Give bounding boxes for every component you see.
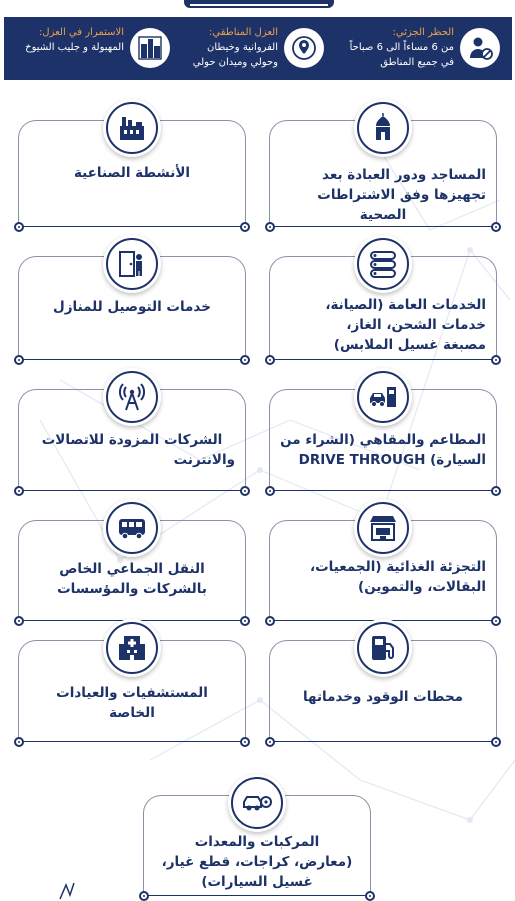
card-dot [14,616,24,626]
card-dot [265,616,275,626]
card-text [29,683,235,723]
banner-line: من 6 مساءاً الى 6 صباحاً [349,42,454,53]
card-dot [240,355,250,365]
card-text [29,163,235,183]
fuel-pump-icon [354,619,412,677]
card-dot [265,737,275,747]
card-line: الأنشطة الصناعية [73,165,191,181]
card-dot [14,355,24,365]
card-dot [491,222,501,232]
card-dot [491,616,501,626]
banner-line: في جميع المناطق [380,57,454,68]
card-dot [240,222,250,232]
card-line: بالشركات والمؤسسات [57,581,207,597]
card-line: تجهيزها وفق الاشتراطات [317,187,486,203]
card-line: والانترنت [173,452,235,468]
card-line: التجزئة الغذائية (الجمعيات، [309,559,486,575]
card-line: المركبات والمعدات [194,834,320,850]
card-vehicles [143,795,371,893]
card-underline [274,741,492,743]
banner-title: الاستمرار في العزل: [38,27,124,38]
card-line: (معارض، كراجات، قطع غيار، [161,854,353,870]
bus-icon [103,499,161,557]
card-industrial [18,120,246,224]
card-line: غسيل السيارات) [201,874,313,890]
top-tab [184,0,334,8]
banner-title: العزل المناطقي: [208,27,278,38]
card-dot [240,737,250,747]
drive-through-icon [354,368,412,426]
banner-line: وحولي وميدان حولي [192,57,278,68]
card-line: المساجد ودور العبادة بعد [322,167,486,183]
card-dot [240,486,250,496]
card-text [280,165,486,225]
banner-item-continued-isolation [6,17,172,80]
card-text [29,430,235,470]
card-food-retail [269,520,497,618]
banner-text [193,25,278,70]
card-underline [23,359,241,361]
card-dot [265,486,275,496]
banner-text [350,25,454,70]
factory-icon [103,99,161,157]
card-dot [14,486,24,496]
card-mosques [269,120,497,224]
card-dot [491,737,501,747]
card-fuel-stations [269,640,497,739]
card-dot [491,355,501,365]
banner-item-area-isolation [176,17,336,80]
services-list-icon [354,235,412,293]
card-line: خدمات الشحن، الغاز، [346,317,486,333]
card-dot [491,486,501,496]
card-line: الخدمات العامة (الصيانة، [325,297,486,313]
card-text [280,557,486,597]
location-pin-icon [284,28,324,68]
banner [4,17,512,80]
card-line: خدمات التوصيل للمنازل [53,299,211,315]
card-underline [274,226,492,228]
card-underline [148,895,366,897]
card-text [280,687,486,707]
card-dot [14,737,24,747]
city-isolation-icon [130,28,170,68]
home-delivery-icon [103,235,161,293]
card-text [154,832,360,892]
vehicle-service-icon [228,774,286,832]
card-line: البقالات، والتموين) [358,579,486,595]
card-underline [23,741,241,743]
mosque-icon [354,99,412,157]
card-underline [274,359,492,361]
card-transport [18,520,246,618]
banner-line: الفروانية وخيطان [207,42,278,53]
card-text [29,559,235,599]
card-line: الصحية [359,207,407,223]
card-telecom [18,389,246,488]
card-line: الخاصة [109,705,155,721]
person-blocked-icon [460,28,500,68]
card-underline [23,226,241,228]
grocery-store-icon [354,499,412,557]
card-underline [23,490,241,492]
card-text [29,297,235,317]
card-line: المستشفيات والعيادات [56,685,208,701]
card-restaurants [269,389,497,488]
banner-text [25,25,124,55]
card-home-delivery [18,256,246,357]
telecom-tower-icon [103,368,161,426]
card-dot [240,616,250,626]
card-public-services [269,256,497,357]
card-underline [274,490,492,492]
card-line: محطات الوقود وخدماتها [302,689,464,705]
card-dot [265,355,275,365]
card-text [280,295,486,355]
banner-line: المهبولة و جليب الشيوخ [25,42,124,53]
card-text [280,430,486,470]
card-line: النقل الجماعي الخاص [59,561,205,577]
banner-item-partial-curfew [340,17,510,80]
decorative-stroke-icon [58,882,80,900]
card-dot [265,222,275,232]
banner-title: الحظر الجزئي: [392,27,454,38]
card-hospitals [18,640,246,739]
card-line: مصبغة غسيل الملابس) [333,337,486,353]
card-dot [14,222,24,232]
card-line: الشركات المزودة للاتصالات [41,432,223,448]
card-line: السيارة) DRIVE THROUGH [298,452,486,468]
card-line: المطاعم والمقاهي (الشراء من [280,432,486,448]
hospital-icon [103,619,161,677]
